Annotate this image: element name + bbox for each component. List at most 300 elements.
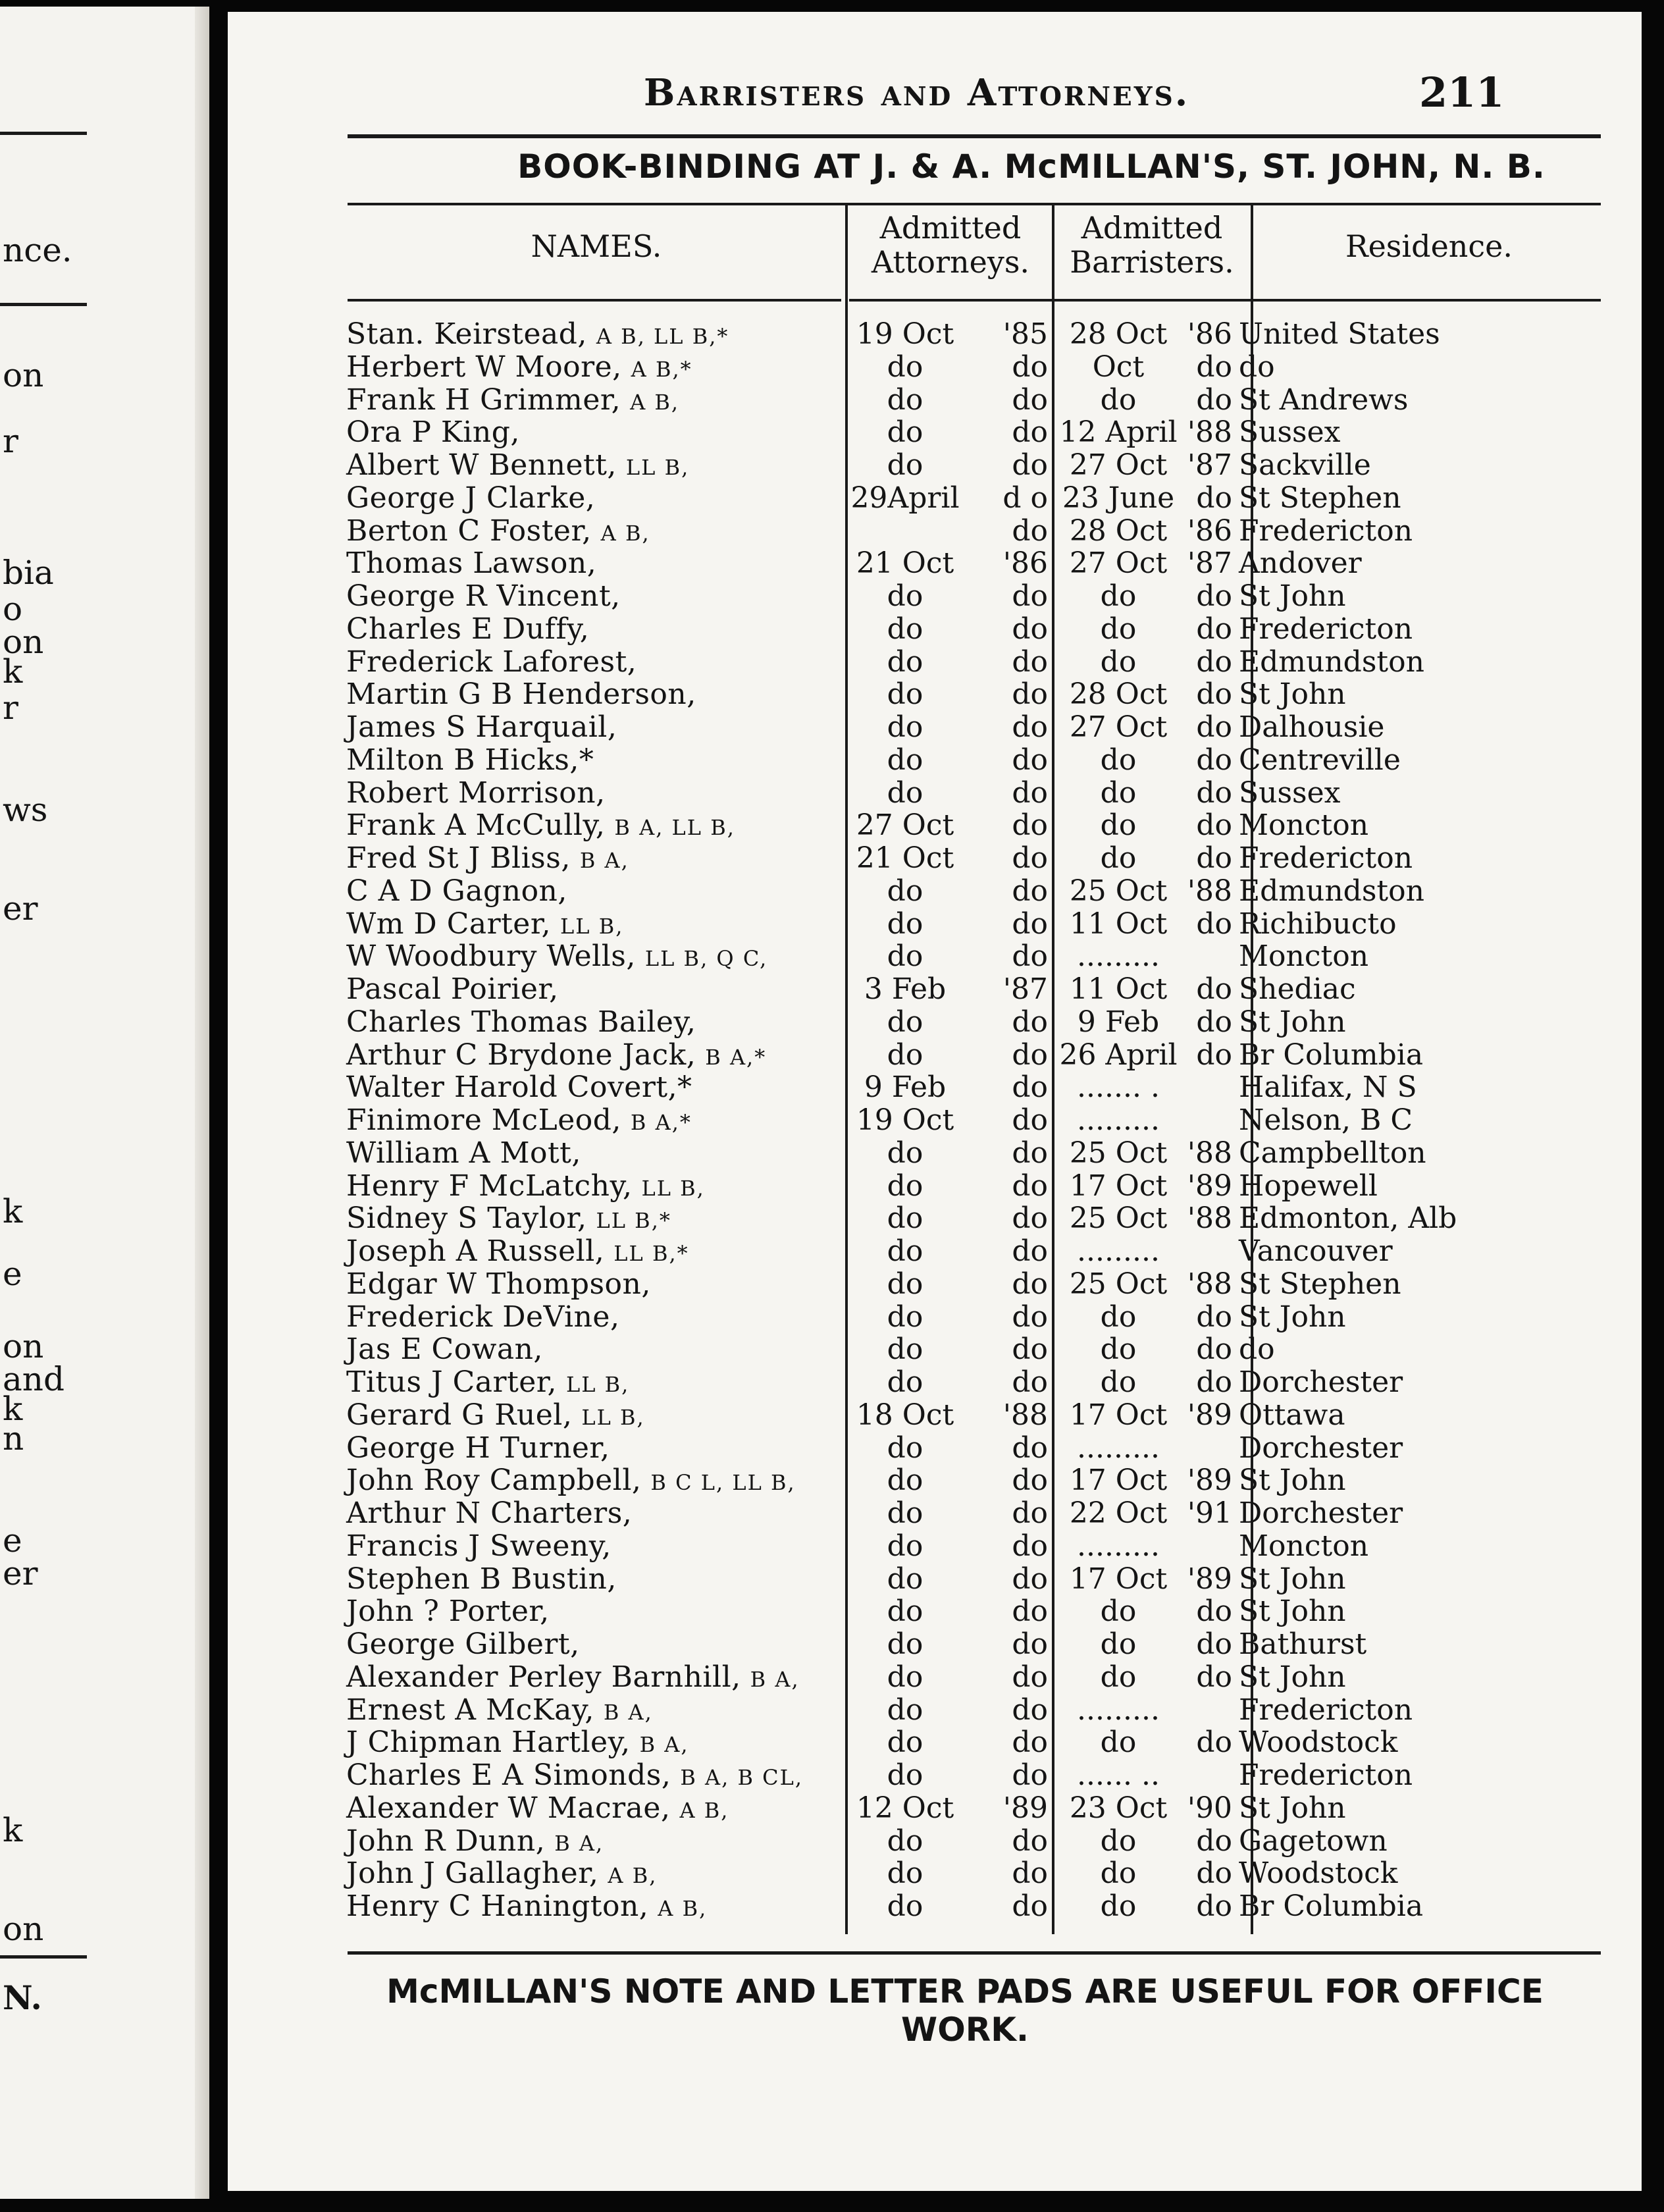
entry-name: [346, 1006, 696, 1039]
entry-name-text: John ? Porter,: [346, 1594, 550, 1629]
entry-name: [346, 482, 595, 515]
left-page-fragment: k: [3, 1192, 23, 1230]
barrister-admit-year: '88: [1187, 415, 1232, 450]
entry-name: [346, 973, 559, 1006]
entry-name-text: Frederick Laforest,: [346, 645, 637, 679]
entry-degree: B A,: [579, 848, 629, 873]
attorney-admit-date: do: [887, 612, 923, 646]
attorney-admit-date: 9 Feb: [864, 1070, 947, 1105]
residence: Edmundston: [1239, 874, 1424, 908]
barrister-admit-date: do: [1100, 776, 1137, 810]
residence: Fredericton: [1239, 1693, 1413, 1727]
residence: Halifax, N S: [1239, 1070, 1417, 1105]
barrister-admit-date: 28 Oct: [1069, 514, 1168, 548]
attorney-admit-year: do: [1012, 1365, 1048, 1399]
entry-name-text: John Roy Campbell,: [346, 1463, 642, 1498]
barrister-admit-date: do: [1100, 1332, 1137, 1367]
entry-name-text: Frank A McCully,: [346, 808, 606, 843]
attorney-admit-date: do: [887, 1594, 923, 1629]
attorney-admit-date: do: [887, 350, 923, 384]
barrister-admit-year: do: [1196, 1300, 1232, 1334]
barrister-admit-date: do: [1100, 612, 1137, 646]
entry-degree: B A,: [603, 1699, 653, 1725]
residence: Edmundston: [1239, 645, 1424, 679]
table-row: [228, 1268, 1642, 1301]
residence: Dorchester: [1239, 1496, 1403, 1530]
table-row: [228, 1890, 1642, 1923]
left-page-fragment: k: [3, 652, 23, 691]
residence: Fredericton: [1239, 612, 1413, 646]
entry-name: [346, 777, 606, 810]
attorney-admit-date: do: [887, 1201, 923, 1236]
entry-name-text: Walter Harold Covert,*: [346, 1070, 692, 1105]
table-row: [228, 1006, 1642, 1039]
entry-degree: B A,: [750, 1666, 800, 1692]
barrister-admit-date: 23 June: [1062, 481, 1175, 515]
entry-name: [346, 351, 692, 386]
left-page-fragment: on: [3, 1910, 44, 1948]
entry-name: [346, 1235, 689, 1271]
entry-name-text: Edgar W Thompson,: [346, 1267, 651, 1301]
attorney-admit-year: do: [1012, 1070, 1048, 1105]
attorney-admit-year: '86: [1002, 546, 1048, 581]
entry-name-text: James S Harquail,: [346, 710, 617, 744]
barrister-admit-year: do: [1196, 1660, 1232, 1694]
entry-name: [346, 547, 596, 580]
table-row: [228, 1399, 1642, 1432]
barrister-admit-year: do: [1196, 1365, 1232, 1399]
barrister-admit-year: do: [1196, 481, 1232, 515]
attorney-admit-date: do: [887, 1234, 923, 1268]
attorney-admit-date: do: [887, 1267, 923, 1301]
barrister-admit-year: do: [1196, 579, 1232, 613]
entry-degree: LL B,: [641, 1175, 705, 1201]
entry-name-text: Pascal Poirier,: [346, 972, 559, 1006]
residence: St John: [1239, 1660, 1346, 1694]
entry-name-text: Thomas Lawson,: [346, 546, 597, 581]
attorney-admit-year: do: [1012, 874, 1048, 908]
entry-name-text: William A Mott,: [346, 1136, 581, 1170]
column-barristers-line2: Barristers.: [1070, 244, 1234, 280]
entry-name: [346, 1268, 651, 1301]
barrister-admit-year: do: [1196, 645, 1232, 679]
head-rule-names: [348, 299, 841, 302]
barrister-admit-date: 25 Oct: [1069, 1267, 1168, 1301]
barrister-admit-year: do: [1196, 743, 1232, 777]
table-row: [228, 318, 1642, 351]
entry-name: [346, 744, 594, 777]
barrister-admit-date: 17 Oct: [1069, 1169, 1168, 1203]
advert-top: BOOK-BINDING AT J. & A. McMILLAN'S, ST. JOHN, N. B.: [517, 147, 1546, 186]
table-row: [228, 1432, 1642, 1465]
entry-name: [346, 384, 679, 419]
attorney-admit-date: do: [887, 743, 923, 777]
attorney-admit-year: do: [1012, 743, 1048, 777]
residence: do: [1239, 1332, 1275, 1367]
register-table: [228, 318, 1642, 1923]
attorney-admit-date: do: [887, 415, 923, 450]
entry-degree: B A,*: [630, 1110, 692, 1135]
entry-name-text: Jas E Cowan,: [346, 1332, 543, 1367]
table-row: [228, 449, 1642, 482]
left-page-fragment: k: [3, 1390, 23, 1428]
residence: Woodstock: [1239, 1725, 1398, 1760]
entry-name: [346, 1432, 610, 1465]
barrister-admit-date: 28 Oct: [1069, 677, 1168, 712]
attorney-admit-date: do: [887, 939, 923, 974]
residence: Sussex: [1239, 776, 1341, 810]
attorney-admit-year: do: [1012, 612, 1048, 646]
attorney-admit-year: do: [1012, 1136, 1048, 1170]
entry-name-text: Ernest A McKay,: [346, 1693, 594, 1727]
attorney-admit-year: do: [1012, 1267, 1048, 1301]
residence: St John: [1239, 1300, 1346, 1334]
table-row: [228, 1530, 1642, 1563]
attorney-admit-year: do: [1012, 1627, 1048, 1661]
entry-degree: A B,*: [631, 356, 692, 382]
barrister-admit-year: '88: [1187, 1201, 1232, 1236]
residence: Fredericton: [1239, 1758, 1413, 1792]
table-row: [228, 875, 1642, 908]
attorney-admit-date: do: [887, 1300, 923, 1334]
barrister-admit-year: do: [1196, 612, 1232, 646]
attorney-admit-year: do: [1012, 1169, 1048, 1203]
table-row: [228, 744, 1642, 777]
barrister-admit-year: '88: [1187, 1136, 1232, 1170]
entry-name-text: Arthur N Charters,: [346, 1496, 633, 1530]
table-row: [228, 973, 1642, 1006]
barrister-admit-date: do: [1100, 1889, 1137, 1923]
barrister-admit-date: .........: [1077, 1431, 1160, 1465]
residence: St Stephen: [1239, 1267, 1401, 1301]
attorney-admit-year: do: [1012, 1431, 1048, 1465]
residence: St John: [1239, 1463, 1346, 1498]
left-page-fragment: er: [3, 889, 38, 928]
residence: St John: [1239, 677, 1346, 712]
barrister-admit-year: do: [1196, 808, 1232, 843]
table-row: [228, 1563, 1642, 1596]
attorney-admit-date: do: [887, 907, 923, 941]
barrister-admit-date: .........: [1077, 1693, 1160, 1727]
attorney-admit-year: do: [1012, 677, 1048, 712]
table-row: [228, 1137, 1642, 1170]
barrister-admit-year: '89: [1187, 1562, 1232, 1596]
entry-name: [346, 1301, 619, 1334]
attorney-admit-year: do: [1012, 841, 1048, 875]
table-row: [228, 1235, 1642, 1268]
entry-degree: B A,: [639, 1732, 689, 1758]
entry-name-text: Titus J Carter,: [346, 1365, 557, 1399]
residence: Edmonton, Alb: [1239, 1201, 1457, 1236]
entry-name-text: W Woodbury Wells,: [346, 939, 636, 974]
barrister-admit-date: 23 Oct: [1069, 1791, 1168, 1825]
attorney-admit-date: do: [887, 382, 923, 417]
entry-degree: A B,: [679, 1797, 729, 1823]
entry-name: [346, 842, 629, 878]
attorney-admit-year: do: [1012, 415, 1048, 450]
attorney-admit-date: 21 Oct: [856, 841, 954, 875]
entry-name: [346, 1694, 653, 1729]
attorney-admit-year: '88: [1002, 1398, 1048, 1432]
left-rule-top: [0, 132, 87, 135]
table-row: [228, 1792, 1642, 1825]
entry-degree: LL B,: [625, 455, 690, 480]
column-barristers-line1: Admitted: [1081, 210, 1223, 246]
left-page-fragment: r: [3, 689, 18, 727]
entry-degree: A B, LL B,*: [596, 324, 729, 349]
barrister-admit-year: do: [1196, 1594, 1232, 1629]
entry-degree: LL B, Q C,: [644, 946, 768, 972]
attorney-admit-year: do: [1012, 776, 1048, 810]
residence: St John: [1239, 1791, 1346, 1825]
entry-name-text: C A D Gagnon,: [346, 874, 567, 908]
column-head-residence: [1255, 229, 1603, 263]
residence: Richibucto: [1239, 907, 1397, 941]
barrister-admit-date: 22 Oct: [1069, 1496, 1168, 1530]
table-row: [228, 547, 1642, 580]
entry-name: [346, 1333, 543, 1366]
residence: St John: [1239, 579, 1346, 613]
barrister-admit-year: '89: [1187, 1398, 1232, 1432]
entry-name: [346, 1857, 657, 1893]
entry-name-text: Henry F McLatchy,: [346, 1169, 633, 1203]
entry-name-text: Alexander Perley Barnhill,: [346, 1660, 741, 1694]
page-spine: [195, 7, 209, 2199]
table-row: [228, 1333, 1642, 1366]
entry-name: [346, 940, 767, 976]
barrister-admit-year: do: [1196, 1889, 1232, 1923]
table-row: [228, 908, 1642, 941]
attorney-admit-date: do: [887, 448, 923, 482]
page: [228, 12, 1642, 2191]
attorney-admit-year: do: [1012, 1824, 1048, 1858]
advert-bottom: McMILLAN'S NOTE AND LETTER PADS ARE USEFUL FOR OFFICE WORK.: [386, 1972, 1544, 2049]
left-page-fragment: nce.: [3, 231, 72, 269]
left-page-fragment: e: [3, 1521, 22, 1560]
attorney-admit-date: do: [887, 1005, 923, 1039]
barrister-admit-date: do: [1100, 808, 1137, 843]
attorney-admit-year: do: [1012, 939, 1048, 974]
table-row: [228, 1301, 1642, 1334]
advert-rule: [348, 203, 1601, 205]
barrister-admit-date: 25 Oct: [1069, 874, 1168, 908]
left-page-strip: [0, 7, 209, 2199]
barrister-admit-date: do: [1100, 645, 1137, 679]
entry-name: [346, 1497, 632, 1530]
attorney-admit-date: do: [887, 1693, 923, 1727]
entry-name-text: John J Gallagher,: [346, 1856, 599, 1891]
barrister-admit-year: '88: [1187, 1267, 1232, 1301]
entry-name-text: Sidney S Taylor,: [346, 1201, 587, 1236]
entry-name-text: Frank H Grimmer,: [346, 382, 621, 417]
residence: Ottawa: [1239, 1398, 1345, 1432]
entry-name-text: Wm D Carter,: [346, 907, 552, 941]
attorney-admit-date: do: [887, 1529, 923, 1563]
residence: do: [1239, 350, 1275, 384]
attorney-admit-year: do: [1012, 1496, 1048, 1530]
attorney-admit-year: do: [1012, 1594, 1048, 1629]
attorney-admit-date: do: [887, 710, 923, 744]
barrister-admit-date: 27 Oct: [1069, 448, 1168, 482]
table-row: [228, 1759, 1642, 1792]
residence: Centreville: [1239, 743, 1401, 777]
barrister-admit-date: do: [1100, 841, 1137, 875]
barrister-admit-year: do: [1196, 1332, 1232, 1367]
table-row: [228, 1039, 1642, 1072]
barrister-admit-year: '90: [1187, 1791, 1232, 1825]
barrister-admit-date: do: [1100, 743, 1137, 777]
attorney-admit-year: do: [1012, 1300, 1048, 1334]
barrister-admit-date: do: [1100, 1365, 1137, 1399]
attorney-admit-date: do: [887, 1889, 923, 1923]
entry-name: [346, 1039, 766, 1074]
residence: Fredericton: [1239, 841, 1413, 875]
entry-name: [346, 613, 589, 646]
residence: United States: [1239, 317, 1440, 351]
residence: Dorchester: [1239, 1431, 1403, 1465]
entry-degree: B C L, LL B,: [650, 1470, 796, 1496]
barrister-admit-year: do: [1196, 776, 1232, 810]
residence: Sussex: [1239, 415, 1341, 450]
table-row: [228, 515, 1642, 548]
barrister-admit-year: '88: [1187, 874, 1232, 908]
entry-name-text: Berton C Foster,: [346, 514, 592, 548]
entry-name-text: Fred St J Bliss,: [346, 841, 571, 875]
table-row: [228, 1825, 1642, 1858]
barrister-admit-year: do: [1196, 350, 1232, 384]
barrister-admit-date: do: [1100, 1660, 1137, 1694]
column-residence-label: Residence.: [1345, 228, 1513, 264]
entry-name: [346, 1792, 729, 1828]
residence: Andover: [1239, 546, 1362, 581]
entry-name: [346, 1825, 604, 1860]
entry-name: [346, 1464, 796, 1500]
barrister-admit-year: do: [1196, 382, 1232, 417]
entry-name: [346, 1726, 689, 1762]
entry-name-text: Charles E A Simonds,: [346, 1758, 671, 1792]
residence: St John: [1239, 1005, 1346, 1039]
table-row: [228, 678, 1642, 711]
table-row: [228, 1071, 1642, 1104]
barrister-admit-date: 28 Oct: [1069, 317, 1168, 351]
barrister-admit-year: do: [1196, 710, 1232, 744]
attorney-admit-year: do: [1012, 382, 1048, 417]
barrister-admit-date: ....... .: [1077, 1070, 1160, 1105]
attorney-admit-date: do: [887, 579, 923, 613]
table-row: [228, 842, 1642, 875]
barrister-admit-date: do: [1100, 1300, 1137, 1334]
entry-name: [346, 646, 637, 679]
attorney-admit-date: 19 Oct: [856, 1103, 954, 1137]
entry-name: [346, 1104, 692, 1140]
entry-name-text: Stan. Keirstead,: [346, 317, 587, 351]
residence: Gagetown: [1239, 1824, 1388, 1858]
barrister-admit-date: do: [1100, 1725, 1137, 1760]
column-head-names: [346, 229, 846, 263]
attorney-admit-date: do: [887, 677, 923, 712]
attorney-admit-year: do: [1012, 1201, 1048, 1236]
column-attorneys-line1: Admitted: [879, 210, 1022, 246]
attorney-admit-year: do: [1012, 645, 1048, 679]
barrister-admit-date: 9 Feb: [1077, 1005, 1160, 1039]
attorney-admit-date: 27 Oct: [856, 808, 954, 843]
attorney-admit-year: do: [1012, 1660, 1048, 1694]
entry-name-text: Joseph A Russell,: [346, 1234, 605, 1268]
entry-degree: LL B,*: [596, 1208, 671, 1234]
entry-name-text: George J Clarke,: [346, 481, 596, 515]
barrister-admit-date: do: [1100, 1824, 1137, 1858]
table-row: [228, 1694, 1642, 1727]
attorney-admit-year: do: [1012, 1103, 1048, 1137]
entry-degree: B A,: [554, 1830, 604, 1856]
residence: St Stephen: [1239, 481, 1401, 515]
column-attorneys-line2: Attorneys.: [871, 244, 1030, 280]
attorney-admit-year: '89: [1002, 1791, 1048, 1825]
barrister-admit-year: do: [1196, 841, 1232, 875]
attorney-admit-date: 19 Oct: [856, 317, 954, 351]
barrister-admit-year: do: [1196, 1627, 1232, 1661]
entry-degree: LL B,: [581, 1404, 645, 1430]
attorney-admit-year: '87: [1002, 972, 1048, 1006]
left-page-fragment: r: [3, 422, 18, 460]
attorney-admit-date: do: [887, 874, 923, 908]
table-row: [228, 1202, 1642, 1235]
attorney-admit-year: do: [1012, 907, 1048, 941]
attorney-admit-date: do: [887, 1627, 923, 1661]
entry-degree: A B,: [600, 520, 650, 546]
attorney-admit-year: do: [1012, 1693, 1048, 1727]
residence: Fredericton: [1239, 514, 1413, 548]
attorney-admit-year: do: [1012, 448, 1048, 482]
left-page-fragment: on: [3, 623, 44, 661]
residence: Moncton: [1239, 939, 1369, 974]
barrister-admit-date: do: [1100, 579, 1137, 613]
barrister-admit-date: 25 Oct: [1069, 1136, 1168, 1170]
entry-name: [346, 449, 689, 485]
attorney-admit-date: do: [887, 1365, 923, 1399]
attorney-admit-date: do: [887, 1332, 923, 1367]
entry-name: [346, 1890, 707, 1926]
attorney-admit-date: 29April: [850, 481, 960, 515]
barrister-admit-year: do: [1196, 972, 1232, 1006]
table-row: [228, 1628, 1642, 1661]
entry-name: [346, 1661, 800, 1697]
table-row: [228, 351, 1642, 384]
attorney-admit-date: do: [887, 1725, 923, 1760]
entry-name: [346, 1137, 581, 1170]
header-rule: [348, 134, 1601, 138]
entry-degree: LL B,: [560, 913, 624, 939]
barrister-admit-date: ...... ..: [1077, 1758, 1160, 1792]
entry-name: [346, 875, 567, 908]
entry-name-text: J Chipman Hartley,: [346, 1725, 631, 1760]
entry-name: [346, 1628, 580, 1661]
table-row: [228, 1464, 1642, 1497]
entry-name-text: Alexander W Macrae,: [346, 1791, 671, 1825]
attorney-admit-year: do: [1012, 1529, 1048, 1563]
barrister-admit-year: '86: [1187, 514, 1232, 548]
attorney-admit-year: do: [1012, 710, 1048, 744]
barrister-admit-date: 11 Oct: [1069, 972, 1168, 1006]
entry-name-text: Gerard G Ruel,: [346, 1398, 573, 1432]
table-row: [228, 1170, 1642, 1203]
barrister-admit-year: '91: [1187, 1496, 1232, 1530]
entry-name: [346, 908, 623, 943]
attorney-admit-year: d o: [1002, 481, 1048, 515]
entry-name: [346, 1530, 611, 1563]
entry-name: [346, 678, 696, 711]
barrister-admit-year: '86: [1187, 317, 1232, 351]
